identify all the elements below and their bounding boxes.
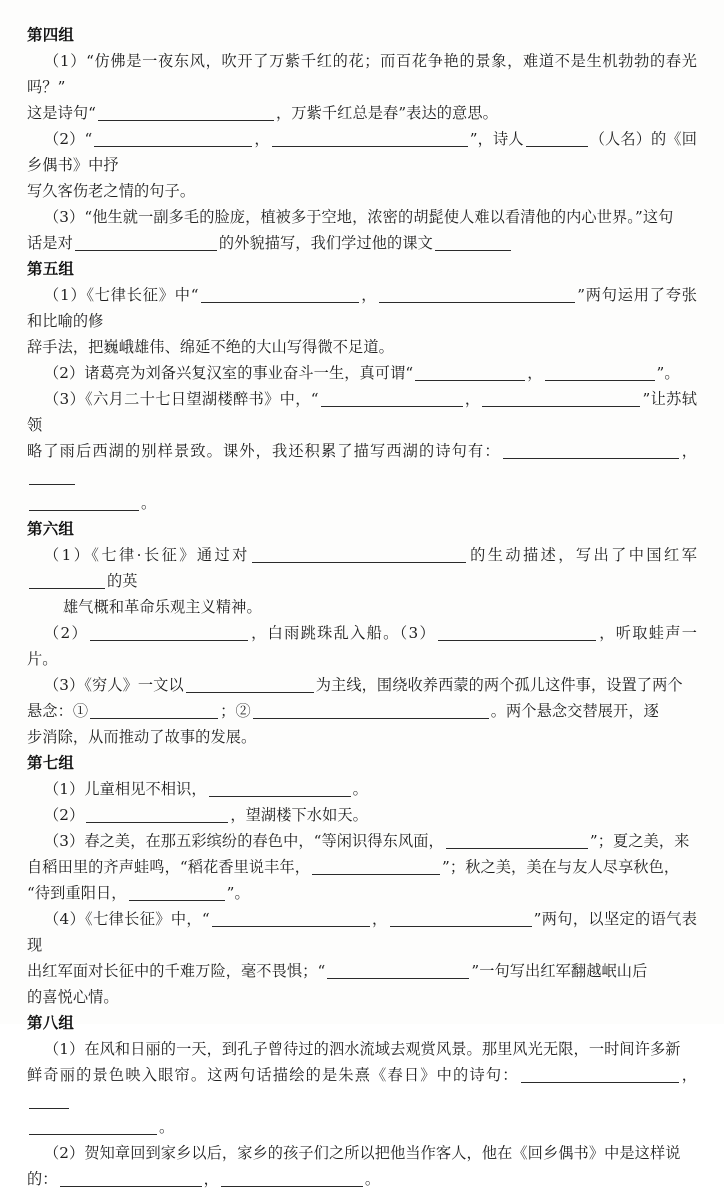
g6-q2-line [27,620,697,672]
g6-q2-pre: （2） [44,624,88,642]
g5-q1-line1 [27,282,697,334]
g7-q3-b-post: ”；秋之美，美在与友人尽享秋色， [442,858,680,876]
g5-q1-pre: （1）《七律长征》中“ [44,286,199,304]
g7-q4-b-post: ”一句写出红军翻越岷山后 [471,962,648,980]
g8-q2-b-pre: 的： [27,1170,58,1188]
g5-q3-cont-pre: 略了雨后西湖的别样景致。课外，我还积累了描写西湖的诗句有： [27,442,501,460]
g4-q3-post: 的外貌描写，我们学过他的课文 [218,234,433,252]
g4-q3-line1 [27,204,697,230]
group-heading-7: 第七组 [27,754,75,772]
g5-q2-mid: ， [527,364,543,382]
g4-q1-line2 [27,100,697,126]
g5-q1-line2 [27,334,697,360]
g4-q3-pre: 话是对 [27,234,73,252]
g6-q3-line1 [27,672,697,698]
answer-blank[interactable] [129,885,225,901]
g7-q2-pre: （2） [44,806,85,824]
answer-blank[interactable] [201,287,359,303]
g7-q1-pre: （1）儿童相见不相识， [44,780,207,798]
g8-q1-text-a: （1）在风和日丽的一天，到孔子曾待过的泗水流域去观赏风景。那里风光无限，一时间许多新 [44,1040,681,1058]
g6-q1-cont: 雄气概和革命乐观主义精神。 [63,598,262,616]
answer-blank[interactable] [379,287,575,303]
g7-q3-b-pre: 自稻田里的齐声蛙鸣，“稻花香里说丰年， [27,858,311,876]
g7-q3-c-post: ”。 [226,884,250,902]
g5-q3-end: 。 [141,494,157,512]
g4-q1-line1 [27,48,697,100]
g5-q3-mid: ， [464,390,481,408]
g5-q2-line [27,360,697,386]
answer-blank[interactable] [545,365,655,381]
g7-q4-b-pre: 出红军面对长征中的千难万险，毫不畏惧；“ [27,962,326,980]
g7-q3-line3 [27,880,697,906]
g7-q4-line1 [27,906,697,958]
answer-blank[interactable] [438,625,596,641]
answer-blank[interactable] [29,469,75,485]
g8-q1-line2 [27,1062,697,1114]
g4-q2-pre: （2）“ [44,130,93,148]
answer-blank[interactable] [86,807,228,823]
g7-q4-post: ”两句，以坚定的语气表现 [27,910,697,954]
g7-q4-line3 [27,984,697,1010]
g8-q1-line3 [27,1114,697,1140]
group-heading-5: 第五组 [27,260,75,278]
answer-blank[interactable] [321,391,463,407]
g8-q2-line1 [27,1140,697,1166]
g4-q2-mid: ， [254,130,270,148]
answer-blank[interactable] [186,677,314,693]
group-heading-4: 第四组 [27,26,75,44]
g8-q2-line2 [27,1166,697,1192]
g7-q2-post: ，望湖楼下水如天。 [230,806,368,824]
g8-q1-line1 [27,1036,697,1062]
group-heading-6: 第六组 [27,520,75,538]
g7-q4-line2 [27,958,697,984]
answer-blank[interactable] [60,1171,202,1187]
g7-q3-a-post: ”；夏之美，来 [589,832,690,850]
g6-q3-line3 [27,724,697,750]
answer-blank[interactable] [90,625,248,641]
g6-q2-mid: ，白雨跳珠乱入船。（3） [249,624,437,642]
answer-blank[interactable] [29,573,105,589]
g8-q2-b-post: 。 [364,1170,381,1188]
g6-q3-post: 为主线，围绕收养西蒙的两个孤儿这件事，设置了两个 [315,676,683,694]
answer-blank[interactable] [482,391,640,407]
g6-q3-pre: （3）《穷人》一文以 [44,676,184,694]
g7-q1-line [27,776,697,802]
answer-blank[interactable] [390,911,532,927]
g4-q1-post: ，万紫千红总是春”表达的意思。 [276,104,498,122]
g5-q1-mid: ， [360,286,378,304]
g7-q2-line [27,802,697,828]
answer-blank[interactable] [221,1171,363,1187]
answer-blank[interactable] [209,781,351,797]
g5-q3-pre: （3）《六月二十七日望湖楼醉书》中，“ [44,390,319,408]
answer-blank[interactable] [521,1067,679,1083]
g5-q3-line1 [27,386,697,438]
answer-blank[interactable] [94,131,252,147]
g4-q3-line2 [27,230,697,256]
g7-q4-mid: ， [371,910,388,928]
answer-blank[interactable] [90,703,218,719]
g6-q3-b-post: 。两个悬念交替展开，逐 [490,702,659,720]
g7-q3-line2 [27,854,697,880]
answer-blank[interactable] [253,703,489,719]
g4-q2-tail: （人名）的《回乡偶书》中抒 [27,130,697,174]
g5-q2-post: ”。 [656,364,680,382]
g4-q3-text-a: （3）“他生就一副多毛的脸庞，植被多于空地，浓密的胡髭使人难以看清他的内心世界。”这句 [44,208,674,226]
g6-q3-b-mid: ；② [220,702,251,720]
g7-q3-a-pre: （3）春之美，在那五彩缤纷的春色中，“等闲识得东风面， [44,832,444,850]
g5-q3-line2 [27,438,697,490]
g6-q3-cont: 步消除，从而推动了故事的发展。 [27,728,257,746]
answer-blank[interactable] [29,1119,157,1135]
g6-q1-line1 [27,542,697,594]
answer-blank[interactable] [272,131,468,147]
g7-q3-line1 [27,828,697,854]
g6-q1-pre: （1）《七律·长征》通过对 [44,546,250,564]
g5-q3-cont-mid: ， [680,442,697,460]
answer-blank[interactable] [327,963,469,979]
answer-blank[interactable] [29,495,139,511]
g6-q1-line2 [27,594,697,620]
g8-q1-b-mid: ， [680,1066,697,1084]
answer-blank[interactable] [75,235,217,251]
worksheet-body [27,22,697,1192]
answer-blank[interactable] [503,443,679,459]
g5-q3-line3 [27,490,697,516]
g5-q1-post: ”两句运用了夸张和比喻的修 [27,286,697,330]
answer-blank[interactable] [98,105,274,121]
g5-q3-post: ”让苏轼领 [27,390,698,434]
answer-blank[interactable] [29,1093,69,1109]
answer-blank[interactable] [212,911,370,927]
g6-q1-mid: 的生动描述，写出了中国红军 [467,546,697,564]
answer-blank[interactable] [435,235,511,251]
group-heading-8: 第八组 [27,1014,75,1032]
g6-q1-post: 的英 [107,572,138,590]
g4-q2-post: ”，诗人 [469,130,524,148]
g6-q3-b-pre: 悬念：① [27,702,89,720]
g7-q4-pre: （4）《七律长征》中，“ [44,910,210,928]
g6-q2-post: ，听取蛙声一片。 [27,624,697,668]
g7-q3-c-pre: “待到重阳日， [27,884,127,902]
g6-q3-line2 [27,698,697,724]
g8-q1-b-pre: 鲜奇丽的景色映入眼帘。这两句话描绘的是朱熹《春日》中的诗句： [27,1066,519,1084]
g4-q2-cont: 写久客伤老之情的句子。 [27,182,196,200]
g8-q2-b-mid: ， [203,1170,219,1188]
answer-blank[interactable] [312,859,440,875]
g7-q1-post: 。 [352,780,368,798]
g4-q1-pre: 这是诗句“ [27,104,97,122]
g7-q4-cont: 的喜悦心情。 [27,988,119,1006]
g4-q2-line2 [27,178,697,204]
answer-blank[interactable] [252,547,466,563]
answer-blank[interactable] [526,131,588,147]
g4-q2-line1 [27,126,697,178]
g8-q1-c-post: 。 [159,1118,175,1136]
answer-blank[interactable] [446,833,588,849]
answer-blank[interactable] [415,365,525,381]
g8-q2-text-a: （2）贺知章回到家乡以后，家乡的孩子们之所以把他当作客人，他在《回乡偶书》中是这样说 [44,1144,681,1162]
g4-q1-text-a: （1）“仿佛是一夜东风，吹开了万紫千红的花；而百花争艳的景象，难道不是生机勃勃的春光吗？” [27,52,697,96]
g5-q1-cont: 辞手法，把巍峨雄伟、绵延不绝的大山写得微不足道。 [27,338,394,356]
g5-q2-pre: （2）诸葛亮为刘备兴复汉室的事业奋斗一生，真可谓“ [44,364,414,382]
